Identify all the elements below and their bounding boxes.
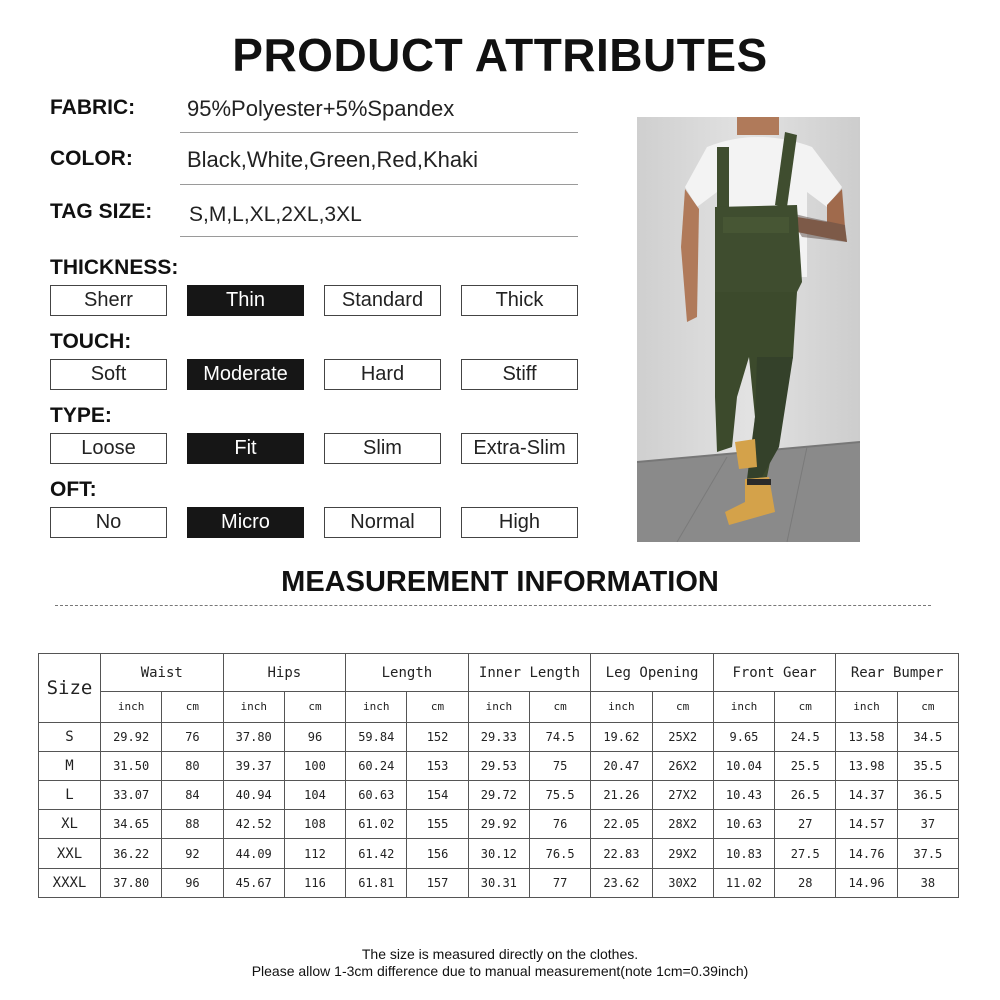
unit-cm: cm [407,692,468,722]
attr-value: 95%Polyester+5%Spandex [187,96,455,121]
table-cell: 31.50 [101,751,162,780]
attr-label: COLOR: [50,147,133,170]
table-cell: 30.31 [468,868,529,897]
divider [180,184,578,185]
table-cell: 33.07 [101,781,162,810]
option-fit-selected: Fit [187,433,304,464]
table-cell: 10.43 [713,781,774,810]
table-cell: 60.24 [346,751,407,780]
table-body [39,722,959,897]
table-cell: 116 [284,868,345,897]
col-header: Rear Bumper [836,654,959,692]
option-sherr: Sherr [50,285,167,316]
table-cell: 22.83 [591,839,652,868]
table-row [39,722,959,751]
size-cell: XXL [39,839,101,868]
table-cell: 61.42 [346,839,407,868]
table-cell: 28X2 [652,810,713,839]
table-cell: 34.65 [101,810,162,839]
table-cell: 44.09 [223,839,284,868]
table-cell: 92 [162,839,223,868]
table-cell: 9.65 [713,722,774,751]
table-row [39,751,959,780]
table-cell: 28 [775,868,836,897]
size-cell: XXXL [39,868,101,897]
table-cell: 77 [529,868,590,897]
unit-cm: cm [775,692,836,722]
table-cell: 88 [162,810,223,839]
table-cell: 29.53 [468,751,529,780]
size-cell: M [39,751,101,780]
table-cell: 34.5 [897,722,958,751]
note-line-1: The size is measured directly on the clothes. [361,946,639,962]
model-wearing-overalls-image [637,117,860,542]
divider [180,236,578,237]
table-cell: 36.5 [897,781,958,810]
size-cell: S [39,722,101,751]
table-cell: 112 [284,839,345,868]
table-row [39,781,959,810]
thickness-options [50,285,578,316]
table-cell: 29X2 [652,839,713,868]
table-cell: 22.05 [591,810,652,839]
option-slim: Slim [324,433,441,464]
table-cell: 155 [407,810,468,839]
unit-cm: cm [284,692,345,722]
unit-cm: cm [162,692,223,722]
col-header: Inner Length [468,654,591,692]
table-cell: 10.63 [713,810,774,839]
table-cell: 61.02 [346,810,407,839]
product-photo [637,117,860,542]
attr-color [50,147,578,199]
table-cell: 29.92 [101,722,162,751]
unit-inch: inch [101,692,162,722]
oft-options [50,507,578,538]
option-normal: Normal [324,507,441,538]
table-cell: 45.67 [223,868,284,897]
unit-inch: inch [591,692,652,722]
table-cell: 14.57 [836,810,897,839]
table-unit-row [39,692,959,722]
table-cell: 80 [162,751,223,780]
table-cell: 36.22 [101,839,162,868]
table-cell: 27X2 [652,781,713,810]
table-cell: 157 [407,868,468,897]
table-cell: 37 [897,810,958,839]
table-cell: 39.37 [223,751,284,780]
group-label-oft: OFT: [50,478,97,501]
attr-value: Black,White,Green,Red,Khaki [187,147,479,172]
table-cell: 25.5 [775,751,836,780]
unit-cm: cm [529,692,590,722]
table-cell: 23.62 [591,868,652,897]
table-row [39,868,959,897]
measurement-title: MEASUREMENT INFORMATION [281,566,719,598]
table-cell: 19.62 [591,722,652,751]
table-cell: 35.5 [897,751,958,780]
group-label-thickness: THICKNESS: [50,256,179,279]
table-cell: 108 [284,810,345,839]
group-label-touch: TOUCH: [50,330,132,353]
table-cell: 84 [162,781,223,810]
table-cell: 26X2 [652,751,713,780]
divider [180,132,578,133]
table-header-row [39,654,959,692]
option-loose: Loose [50,433,167,464]
table-cell: 27 [775,810,836,839]
table-cell: 37.80 [223,722,284,751]
table-cell: 156 [407,839,468,868]
table-cell: 27.5 [775,839,836,868]
table-cell: 153 [407,751,468,780]
option-thin-selected: Thin [187,285,304,316]
table-cell: 10.83 [713,839,774,868]
table-cell: 13.98 [836,751,897,780]
unit-cm: cm [652,692,713,722]
unit-inch: inch [346,692,407,722]
col-header: Length [346,654,469,692]
option-standard: Standard [324,285,441,316]
size-header: Size [39,654,101,723]
touch-options [50,359,578,390]
table-cell: 76.5 [529,839,590,868]
table-cell: 10.04 [713,751,774,780]
unit-inch: inch [836,692,897,722]
table-cell: 100 [284,751,345,780]
table-cell: 20.47 [591,751,652,780]
table-cell: 21.26 [591,781,652,810]
table-cell: 40.94 [223,781,284,810]
table-row [39,839,959,868]
option-no: No [50,507,167,538]
size-cell: XL [39,810,101,839]
col-header: Front Gear [713,654,836,692]
table-cell: 60.63 [346,781,407,810]
table-cell: 24.5 [775,722,836,751]
table-cell: 38 [897,868,958,897]
table-cell: 29.72 [468,781,529,810]
table-cell: 30X2 [652,868,713,897]
table-cell: 29.33 [468,722,529,751]
table-cell: 154 [407,781,468,810]
table-cell: 11.02 [713,868,774,897]
table-cell: 152 [407,722,468,751]
option-soft: Soft [50,359,167,390]
col-header: Leg Opening [591,654,714,692]
table-cell: 75.5 [529,781,590,810]
option-high: High [461,507,578,538]
option-hard: Hard [324,359,441,390]
table-cell: 75 [529,751,590,780]
table-cell: 74.5 [529,722,590,751]
table-cell: 14.37 [836,781,897,810]
attr-fabric [50,96,578,148]
measurement-table [38,653,959,898]
table-cell: 29.92 [468,810,529,839]
table-cell: 30.12 [468,839,529,868]
option-thick: Thick [461,285,578,316]
attr-label: FABRIC: [50,96,136,119]
table-cell: 61.81 [346,868,407,897]
attr-value: S,M,L,XL,2XL,3XL [189,203,362,226]
size-cell: L [39,781,101,810]
table-cell: 13.58 [836,722,897,751]
table-cell: 59.84 [346,722,407,751]
unit-cm: cm [897,692,958,722]
table-cell: 37.80 [101,868,162,897]
table-row [39,810,959,839]
table-cell: 25X2 [652,722,713,751]
table-cell: 26.5 [775,781,836,810]
option-extra-slim: Extra-Slim [461,433,578,464]
option-micro-selected: Micro [187,507,304,538]
option-moderate-selected: Moderate [187,359,304,390]
unit-inch: inch [223,692,284,722]
col-header: Hips [223,654,346,692]
table-cell: 96 [162,868,223,897]
col-header: Waist [101,654,224,692]
table-cell: 37.5 [897,839,958,868]
dashed-divider [55,605,931,606]
group-label-type: TYPE: [50,404,112,427]
table-cell: 42.52 [223,810,284,839]
note-line-2: Please allow 1-3cm difference due to manual measurement(note 1cm=0.39inch) [251,963,749,979]
table-cell: 14.76 [836,839,897,868]
page-title: PRODUCT ATTRIBUTES [232,29,768,81]
type-options [50,433,578,464]
unit-inch: inch [713,692,774,722]
unit-inch: inch [468,692,529,722]
table-cell: 76 [529,810,590,839]
table-cell: 104 [284,781,345,810]
table-cell: 76 [162,722,223,751]
table-cell: 14.96 [836,868,897,897]
option-stiff: Stiff [461,359,578,390]
attr-label: TAG SIZE: [50,200,153,223]
table-cell: 96 [284,722,345,751]
attr-tag-size [50,200,578,252]
